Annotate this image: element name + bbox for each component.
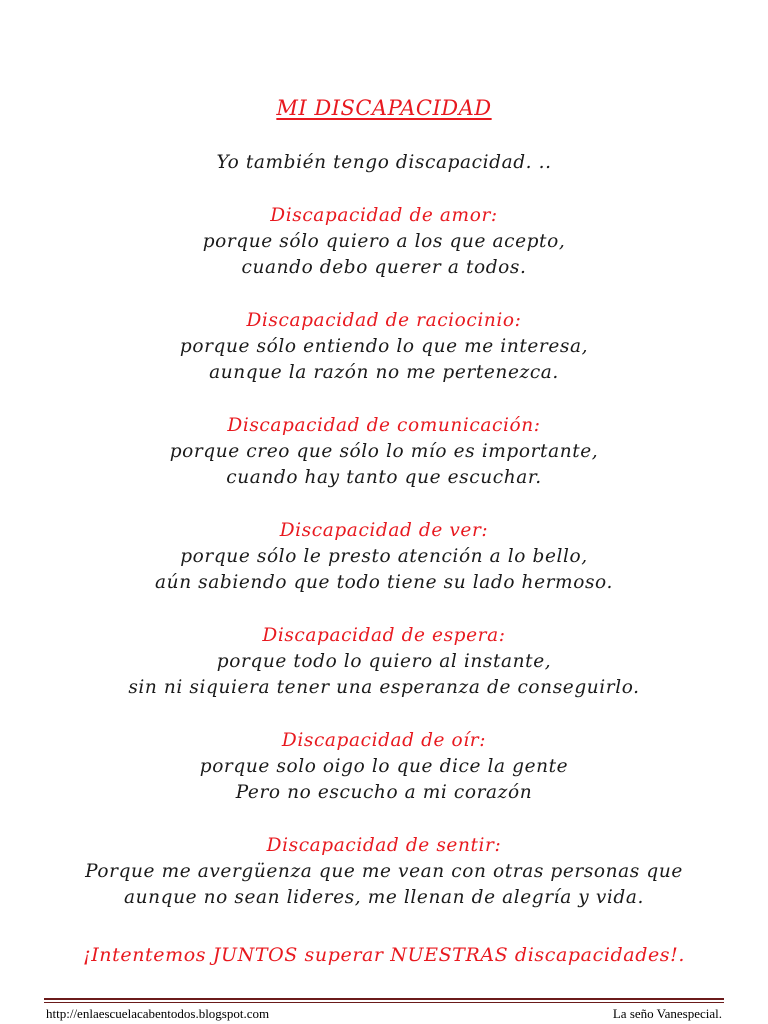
stanza-line: cuando debo querer a todos. [241, 257, 527, 278]
stanza-amor [0, 203, 768, 281]
poem-intro-stanza [0, 150, 768, 176]
stanza-ver [0, 518, 768, 596]
page-footer [46, 1006, 722, 1022]
poem-body [0, 150, 768, 938]
stanza-line: porque creo que sólo lo mío es importante, [169, 441, 599, 462]
stanza-line: aunque no sean lideres, me llenan de alegría y vida. [124, 887, 644, 908]
stanza-heading: Discapacidad de ver: [279, 520, 489, 541]
stanza-raciocinio [0, 308, 768, 386]
stanza-espera [0, 623, 768, 701]
stanza-line: porque solo oigo lo que dice la gente [199, 756, 569, 777]
stanza-line: aunque la razón no me pertenezca. [209, 362, 559, 383]
stanza-line: Porque me avergüenza que me vean con otras personas que [85, 861, 683, 882]
stanza-line: porque todo lo quiero al instante, [216, 651, 552, 672]
stanza-line: Pero no escucho a mi corazón [235, 782, 533, 803]
stanza-heading: Discapacidad de sentir: [266, 835, 502, 856]
stanza-line: porque sólo quiero a los que acepto, [202, 231, 566, 252]
poem-title: MI DISCAPACIDAD [276, 96, 492, 120]
footer-url: http://enlaescuelacabentodos.blogspot.com [46, 1006, 270, 1021]
stanza-sentir [0, 833, 768, 911]
stanza-heading: Discapacidad de comunicación: [227, 415, 541, 436]
stanza-heading: Discapacidad de raciocinio: [246, 310, 522, 331]
poem-intro: Yo también tengo discapacidad. .. [216, 152, 552, 173]
stanza-heading: Discapacidad de espera: [262, 625, 506, 646]
stanza-heading: Discapacidad de oír: [281, 730, 487, 751]
stanza-line: cuando hay tanto que escuchar. [226, 467, 542, 488]
stanza-comunicacion [0, 413, 768, 491]
stanza-oir [0, 728, 768, 806]
stanza-heading: Discapacidad de amor: [270, 205, 498, 226]
footer-author: La seño Vanespecial. [612, 1006, 722, 1021]
closing-line: ¡Intentemos JUNTOS superar NUESTRAS discapacidades!. [82, 944, 686, 966]
stanza-line: sin ni siquiera tener una esperanza de conseguirlo. [128, 677, 640, 698]
stanza-line: porque sólo le presto atención a lo bello, [180, 546, 588, 567]
stanza-line: porque sólo entiendo lo que me interesa, [179, 336, 589, 357]
footer-divider [44, 998, 724, 1000]
stanza-line: aún sabiendo que todo tiene su lado hermoso. [155, 572, 613, 593]
footer-divider-thin [44, 1002, 724, 1003]
